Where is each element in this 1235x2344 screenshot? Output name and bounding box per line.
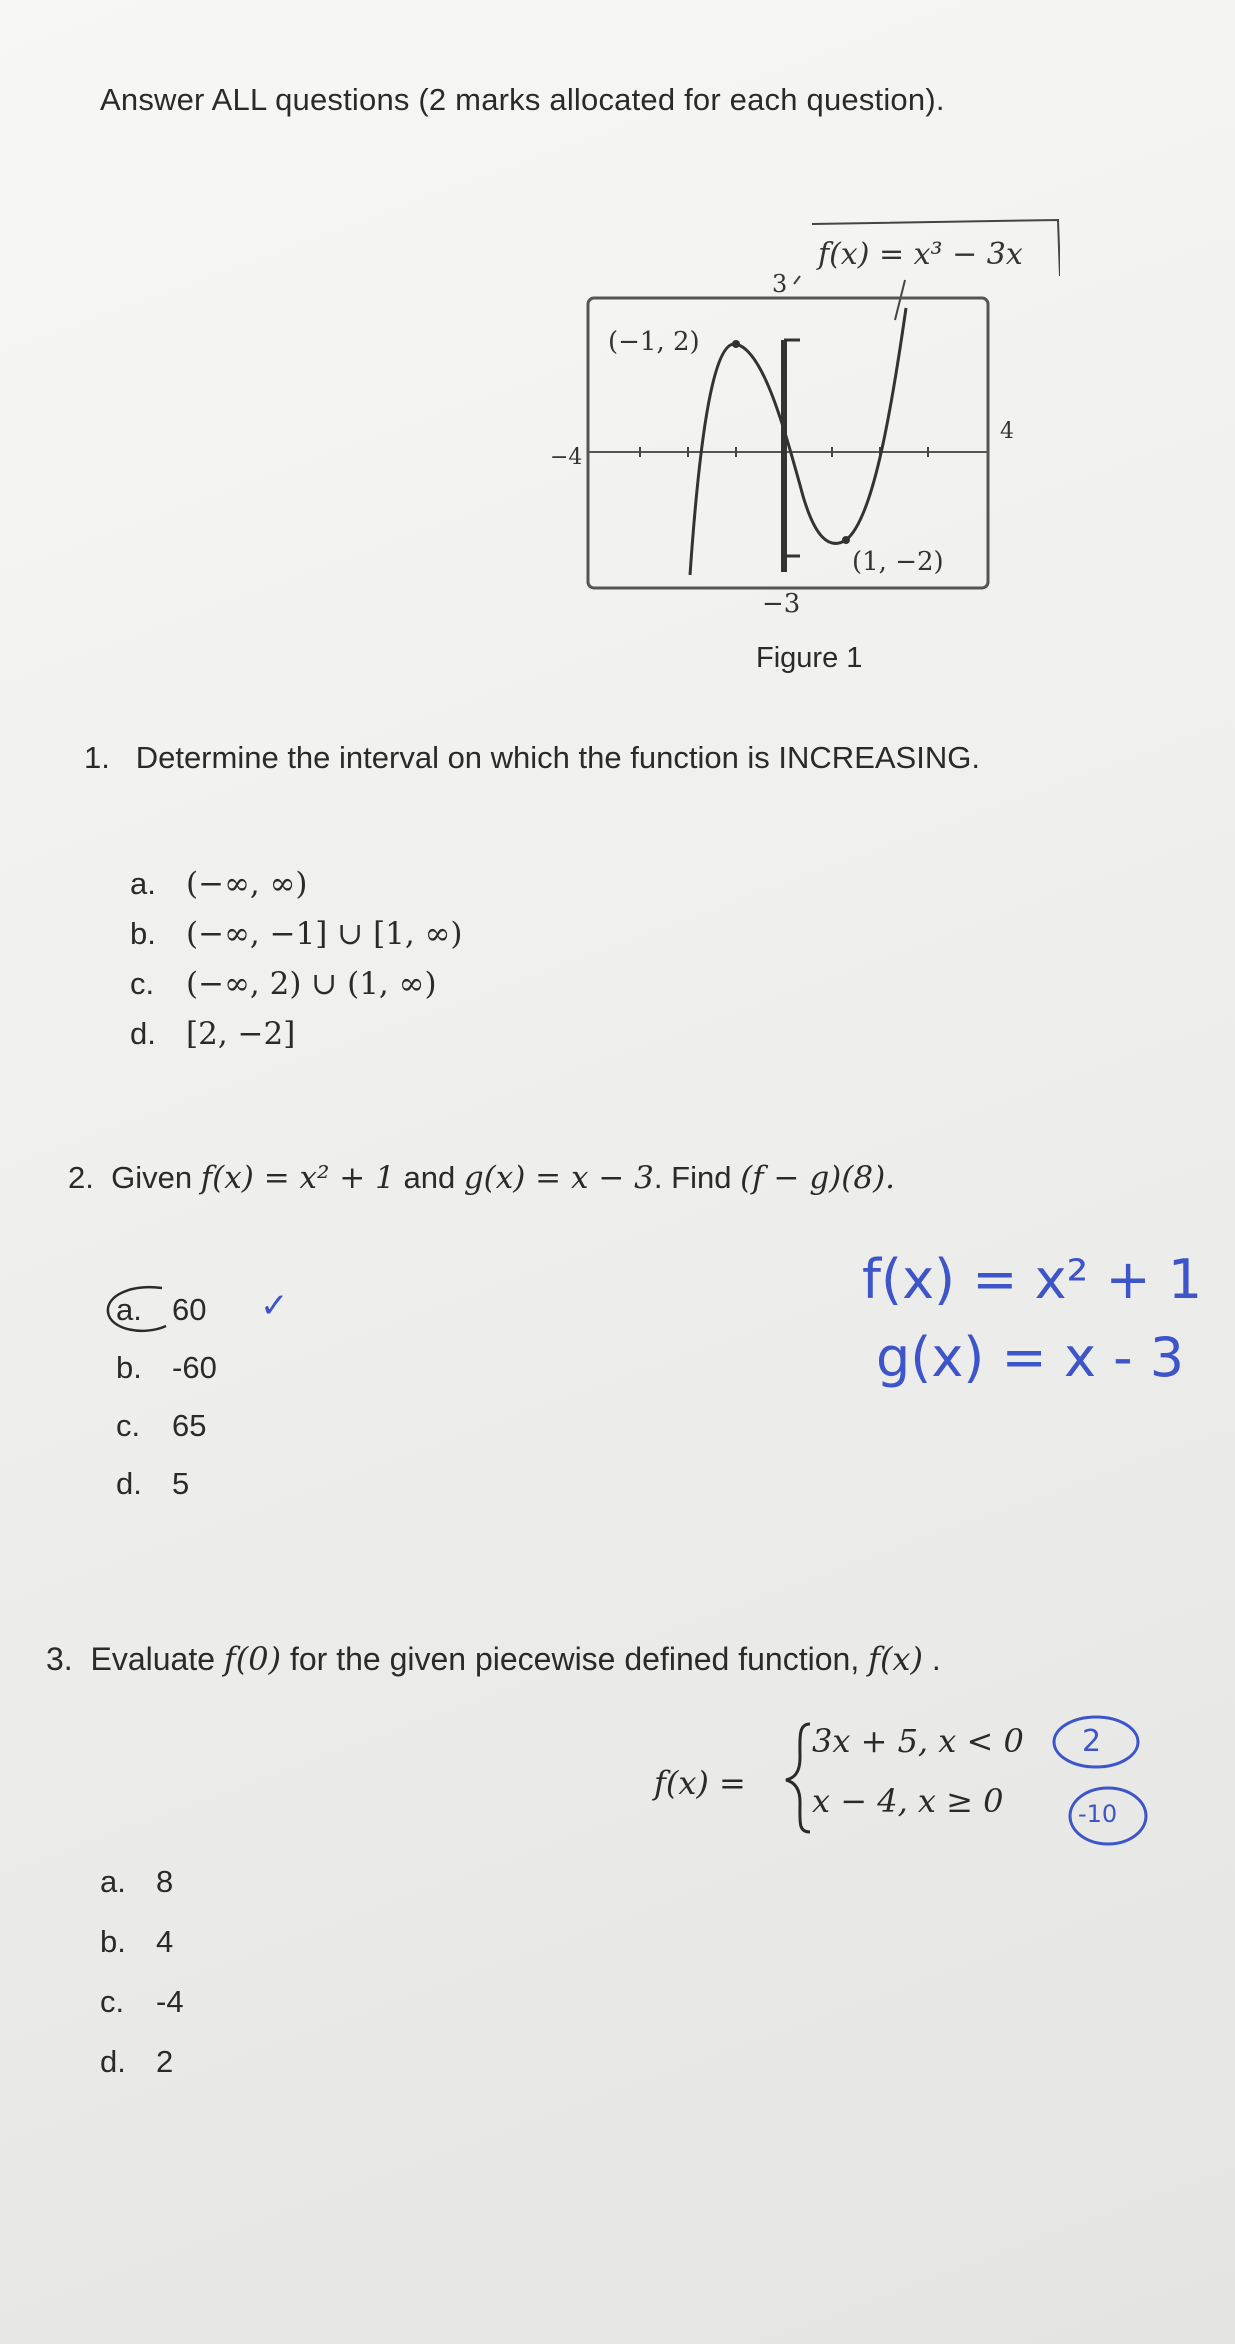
q3-option-a — [100, 1864, 173, 1900]
option-label: a. — [130, 866, 156, 901]
option-label: b. — [116, 1350, 142, 1385]
function-label: f(x) = x³ − 3x — [818, 237, 1023, 272]
option-value: 2 — [156, 2044, 174, 2079]
option-label: b. — [100, 1924, 126, 1959]
option-label: c. — [116, 1408, 141, 1443]
q2-option-b — [116, 1350, 217, 1386]
y-tick-bottom: −3 — [762, 589, 801, 619]
option-value: (−∞, 2) ∪ (1, ∞) — [186, 966, 437, 1002]
option-label: a. — [116, 1292, 142, 1327]
option-value: -4 — [156, 1984, 184, 2019]
option-value: (−∞, −1] ∪ [1, ∞) — [186, 916, 463, 952]
figure-graph — [500, 200, 1060, 700]
q3-option-b — [100, 1924, 173, 1960]
q3-prefix: Evaluate — [90, 1641, 224, 1677]
annotation-2: 2 — [1082, 1724, 1102, 1759]
min-point-label: (1, −2) — [852, 547, 944, 577]
option-value: (−∞, ∞) — [186, 866, 308, 902]
handwritten-f: f(x) = x² + 1 — [862, 1248, 1203, 1311]
q3-fx: f(x) — [868, 1640, 923, 1678]
piecewise-lhs: f(x) = — [654, 1764, 746, 1802]
q3-end: . — [922, 1641, 941, 1677]
q2-f-def: f(x) = x² + 1 — [200, 1160, 395, 1196]
option-value: 8 — [156, 1864, 174, 1899]
handwritten-g: g(x) = x - 3 — [876, 1326, 1185, 1389]
q2-number: 2. — [68, 1160, 94, 1195]
q3-option-d — [100, 2044, 173, 2080]
answer-circle — [100, 1282, 182, 1338]
option-value: 60 — [172, 1292, 207, 1327]
q1-option-d — [130, 1016, 295, 1052]
option-label: d. — [130, 1016, 156, 1051]
option-value: 5 — [172, 1466, 190, 1501]
q3-text — [46, 1640, 941, 1678]
q1-option-b — [130, 916, 463, 952]
y-tick-top: 3 — [772, 270, 788, 298]
check-mark: ✓ — [260, 1286, 289, 1326]
function-label-box — [794, 220, 1060, 320]
q3-f0: f(0) — [223, 1640, 282, 1678]
piece-2: x − 4, x ≥ 0 — [812, 1782, 1004, 1820]
option-label: b. — [130, 916, 156, 951]
q3-mid: for the given piecewise defined function, — [281, 1641, 869, 1677]
max-point-label: (−1, 2) — [608, 327, 700, 357]
option-value: 65 — [172, 1408, 207, 1443]
function-curve — [690, 308, 906, 575]
option-label: c. — [100, 1984, 125, 2019]
x-tick-right: 4 — [1000, 419, 1014, 444]
piece-1: 3x + 5, x < 0 — [812, 1722, 1024, 1760]
q1-text — [84, 740, 980, 776]
q1-option-c — [130, 966, 437, 1002]
option-label: a. — [100, 1864, 126, 1899]
option-value: [2, −2] — [186, 1016, 296, 1052]
annotation-neg10: -10 — [1078, 1800, 1118, 1828]
q1-option-a — [130, 866, 308, 902]
figure-caption: Figure 1 — [756, 642, 863, 674]
q1-number: 1. — [84, 740, 110, 775]
q2-option-d — [116, 1466, 189, 1502]
q2-g-def: g(x) = x − 3 — [463, 1160, 654, 1196]
option-label: d. — [100, 2044, 126, 2079]
q3-number: 3. — [46, 1641, 73, 1677]
q1-question: Determine the interval on which the function is INCREASING. — [135, 740, 980, 775]
min-point — [842, 536, 850, 544]
q2-expr: (f − g)(8). — [740, 1160, 896, 1196]
option-label: c. — [130, 966, 155, 1001]
option-value: 4 — [156, 1924, 174, 1959]
max-point — [732, 340, 740, 348]
q2-and: and — [394, 1160, 464, 1195]
q3-option-c — [100, 1984, 184, 2020]
q2-find: . Find — [653, 1160, 741, 1195]
q2-prefix: Given — [111, 1160, 201, 1195]
option-label: d. — [116, 1466, 142, 1501]
q2-option-c — [116, 1408, 206, 1444]
q2-text — [68, 1160, 895, 1196]
x-tick-left: −4 — [550, 445, 583, 470]
instructions: Answer ALL questions (2 marks allocated for each question). — [100, 82, 945, 117]
option-value: -60 — [172, 1350, 217, 1385]
